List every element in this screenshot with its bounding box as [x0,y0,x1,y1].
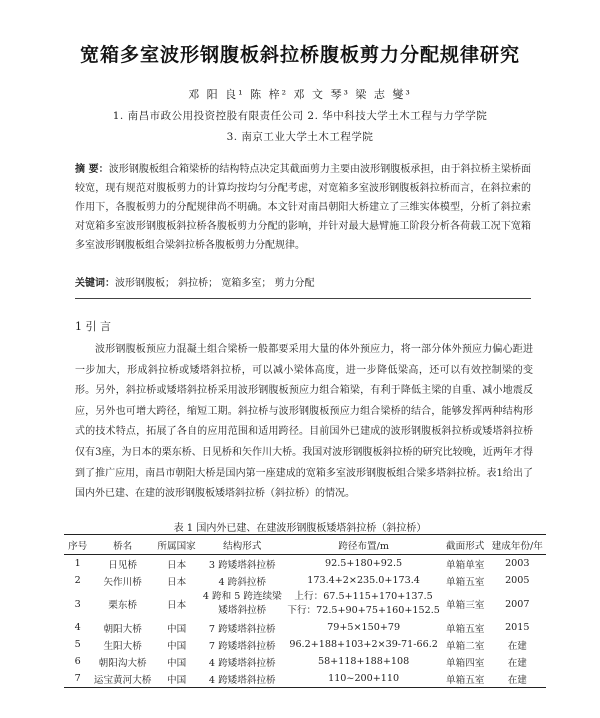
table-row [64,619,546,636]
header-no: 序号 [64,535,91,555]
cell-span [285,589,442,619]
table-row [64,555,546,573]
cell-span: 173.4+2×235.0+173.4 [307,575,420,586]
abstract-label: 摘 要： [75,164,109,175]
header-year: 建成年份/年 [489,535,546,555]
cell-span: 96.2+188+103+2×39-71-66.2 [289,639,438,650]
cell-structure: 4 跨矮塔斜拉桥 [208,657,276,669]
cell-section: 单箱四室 [446,657,485,669]
cell-section: 单箱二室 [446,640,485,652]
cell-structure: 4 跨矮塔斜拉桥 [199,670,285,688]
cell-section: 单箱三室 [446,600,485,611]
cell-structure: 7 跨矮塔斜拉桥 [208,623,276,635]
cell-no: 6 [74,656,81,667]
paragraph-1: 波形钢腹板预应力混凝土组合梁桥一般都要采用大量的体外预应力，将一部分体外预应力偏心距进一步加大，形成斜拉桥或矮塔斜拉桥，可以减小梁体高度，进一步降低梁高，还可以有效控制梁的变形。另外，斜拉桥或矮塔斜拉桥采用波形钢腹板预应力组合箱梁，有利于降低主梁的自重、减小地震反应，另外也可增大跨径，缩短工期。斜拉桥与波形钢腹板预应力组合梁桥的结合，能够发挥两种结构形式的技术特点，拓展了各自的应用范围和适用跨径。目前国外已建成的波形钢腹板斜拉桥或矮塔斜拉桥仅有3座，为日本的栗东桥、日见桥和矢作川大桥。我国对波形钢腹板斜拉桥的研究比较晚，近两年才得到了推广应用，南昌市朝阳大桥是国内第一座建成的宽箱多室波形钢腹板组合梁多塔斜拉桥。表1给出了国内外已建、在建的波形钢腹板矮塔斜拉桥（斜拉桥）的情况。 [75,344,533,500]
header-span: 跨径布置/m [285,535,442,555]
table-row [64,572,546,589]
cell-year: 2015 [505,622,530,633]
header-name: 桥名 [91,535,154,555]
table-header-row [64,535,546,555]
abstract [75,160,531,255]
table-caption: 表 1 国内外已建、在建波形钢腹板矮塔斜拉桥（斜拉桥） [173,523,427,534]
table-row [64,670,546,688]
cell-country: 中国 [167,640,187,652]
abstract-text: 波形钢腹板组合箱梁桥的结构特点决定其截面剪力主要由波形钢腹板承担，由于斜拉桥主梁桥面较宽，现有规范对腹板剪力的计算均按均匀分配考虑，对宽箱多室波形钢腹板斜拉桥而言，在斜拉索的作用下，各腹板剪力的分配规律尚不明确。本文针对南昌朝阳大桥建立了三维实体模型，分析了斜拉索对宽箱多室波形钢腹板斜拉桥各腹板剪力分配的影响，并针对最大悬臂施工阶段分析各荷载工况下宽箱多室波形钢腹板组合梁斜拉桥各腹板剪力分配规律。 [75,164,532,251]
header-section: 截面形式 [442,535,489,555]
cell-name: 矢作川桥 [103,576,142,588]
cell-section: 单箱单室 [446,559,485,571]
cell-name: 朝阳大桥 [103,623,142,635]
cell-country: 中国 [167,623,187,635]
section-divider [75,298,531,299]
cell-name: 朝阳沟大桥 [98,657,147,669]
table-row [64,653,546,670]
body-text [75,340,533,505]
cell-span-line-1: 上行：67.5+115+170+137.5 [294,591,433,602]
cell-span: 79+5×150+79 [327,622,401,633]
cell-name: 日见桥 [108,559,138,571]
cell-section: 单箱五室 [446,576,485,588]
cell-country: 日本 [167,576,187,588]
cell-year: 在建 [489,670,546,688]
keywords [75,276,531,292]
cell-span: 58+118+188+108 [317,656,410,667]
cell-no: 7 [64,670,91,688]
cell-country: 日本 [167,559,187,571]
affiliation-line-1: 1. 南昌市政公用投资控股有限责任公司 2. 华中科技大学土木工程与力学学院 [112,110,488,122]
cell-no: 4 [74,622,81,633]
cell-year: 在建 [507,640,527,652]
cell-structure: 7 跨矮塔斜拉桥 [208,640,276,652]
cell-name: 栗东桥 [108,600,138,611]
cell-structure [199,589,285,619]
paper-title: 宽箱多室波形钢腹板斜拉桥腹板剪力分配规律研究 [79,44,520,66]
table-row [64,589,546,619]
cell-year: 2007 [505,598,530,610]
cell-section: 单箱五室 [446,623,485,635]
header-structure: 结构形式 [199,535,285,555]
cell-structure: 3 跨矮塔斜拉桥 [208,559,276,571]
cell-no: 2 [74,575,81,586]
keywords-label: 关键词： [75,278,115,289]
cell-span: 92.5+180+92.5 [325,558,403,569]
affiliation-line-2: 3. 南京工业大学土木工程学院 [226,131,374,143]
cell-no: 3 [74,598,81,610]
keywords-text: 波形钢腹板； 斜拉桥； 宽箱多室； 剪力分配 [115,278,315,289]
cell-country: 日本 [167,600,187,611]
cell-name: 运宝黄河大桥 [91,670,154,688]
header-country: 所属国家 [154,535,199,555]
cell-span-line-2: 下行：72.5+90+75+160+152.5 [287,605,440,616]
cell-structure: 4 跨斜拉桥 [218,576,267,588]
bridge-table [64,534,546,688]
cell-span: 110~200+110 [285,670,442,688]
cell-name: 生阳大桥 [103,640,142,652]
cell-no: 5 [74,639,81,650]
cell-no: 1 [74,558,81,569]
table-row [64,636,546,653]
cell-structure-line-2: 矮塔斜拉桥 [218,605,267,616]
cell-country: 中国 [167,657,187,669]
section-heading: 1 引 言 [75,320,111,333]
author-list: 邓 阳 良¹ 陈 梓² 邓 文 琴³ 梁 志 燮³ [188,88,412,101]
cell-year: 2005 [505,575,530,586]
cell-section: 单箱五室 [442,670,489,688]
cell-country: 中国 [154,670,199,688]
cell-year: 2003 [505,558,530,569]
cell-year: 在建 [507,657,527,669]
cell-structure-line-1: 4 跨和 5 跨连续梁 [202,591,282,602]
